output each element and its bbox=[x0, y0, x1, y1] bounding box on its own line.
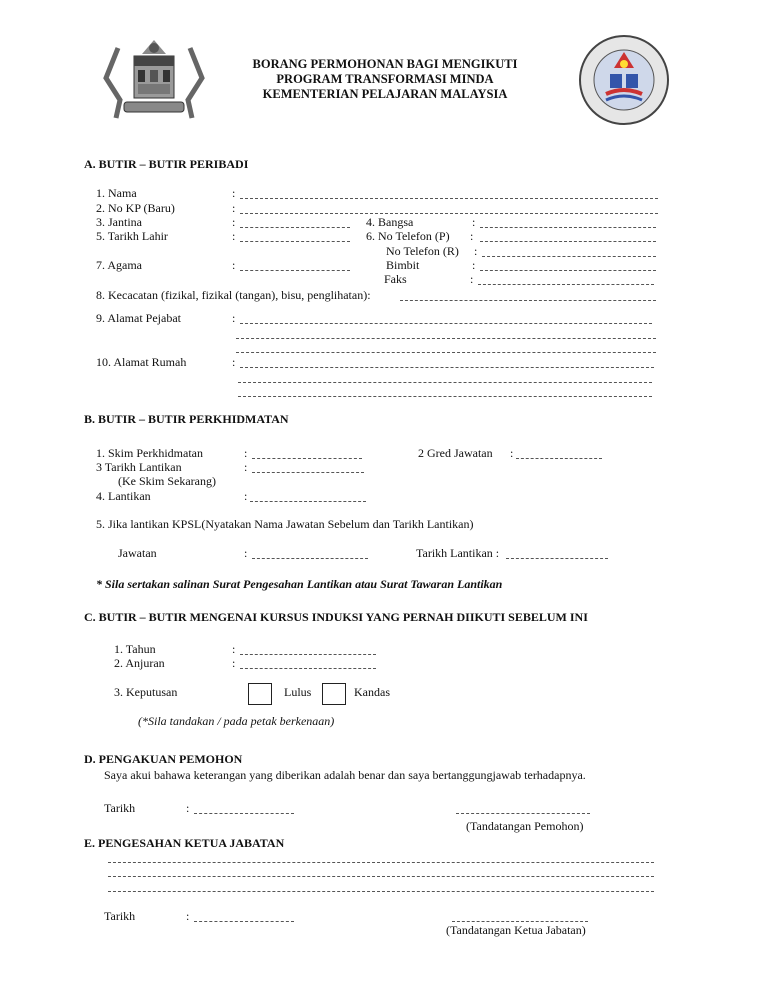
colon: : bbox=[244, 546, 248, 560]
field-pengesahan-2[interactable] bbox=[108, 876, 654, 877]
label-alamat-rumah: 10. Alamat Rumah bbox=[96, 355, 187, 369]
field-agama[interactable] bbox=[240, 270, 350, 271]
label-lantikan: 4. Lantikan bbox=[96, 489, 151, 503]
colon: : bbox=[232, 311, 236, 325]
field-jawatan[interactable] bbox=[252, 558, 368, 559]
note-surat-lantikan: * Sila sertakan salinan Surat Pengesahan Lantikan atau Surat Tawaran Lantikan bbox=[96, 577, 503, 591]
field-tarikh-pemohon[interactable] bbox=[194, 813, 294, 814]
label-bangsa: 4. Bangsa bbox=[366, 215, 414, 229]
label-tahun: 1. Tahun bbox=[114, 642, 156, 656]
field-tahun[interactable] bbox=[240, 654, 376, 655]
colon: : bbox=[232, 258, 236, 272]
field-telefon-r[interactable] bbox=[482, 256, 656, 257]
declaration-statement: Saya akui bahawa keterangan yang diberikan adalah benar dan saya bertanggungjawab terhadapnya. bbox=[104, 768, 586, 782]
label-tarikh-lantikan-kpsl: Tarikh Lantikan : bbox=[416, 546, 500, 560]
note-tandakan: (*Sila tandakan / pada petak berkenaan) bbox=[138, 714, 335, 728]
field-jantina[interactable] bbox=[240, 227, 350, 228]
colon: : bbox=[470, 229, 474, 243]
colon: : bbox=[232, 229, 236, 243]
field-anjuran[interactable] bbox=[240, 668, 376, 669]
section-c-heading: C. BUTIR – BUTIR MENGENAI KURSUS INDUKSI YANG PERNAH DIIKUTI SEBELUM INI bbox=[84, 610, 588, 624]
colon: : bbox=[244, 489, 248, 503]
label-tarikh-ketua: Tarikh bbox=[104, 909, 136, 923]
field-tandatangan-pemohon[interactable] bbox=[456, 813, 590, 814]
field-lantikan[interactable] bbox=[250, 501, 366, 502]
field-alamat-rumah-3[interactable] bbox=[238, 396, 652, 397]
label-bimbit: Bimbit bbox=[386, 258, 420, 272]
field-alamat-rumah-2[interactable] bbox=[238, 382, 652, 383]
section-b-heading: B. BUTIR – BUTIR PERKHIDMATAN bbox=[84, 412, 289, 426]
coat-of-arms-logo bbox=[100, 38, 208, 120]
field-tarikh-ketua[interactable] bbox=[194, 921, 294, 922]
form-title bbox=[230, 57, 540, 102]
field-alamat-pejabat-1[interactable] bbox=[240, 323, 652, 324]
colon: : bbox=[186, 801, 190, 815]
colon: : bbox=[232, 215, 236, 229]
label-keputusan: 3. Keputusan bbox=[114, 685, 178, 699]
colon: : bbox=[472, 215, 476, 229]
colon: : bbox=[186, 909, 190, 923]
label-nama: 1. Nama bbox=[96, 186, 137, 200]
label-agama: 7. Agama bbox=[96, 258, 142, 272]
field-no-kp[interactable] bbox=[240, 213, 658, 214]
field-kecacatan[interactable] bbox=[400, 300, 656, 301]
field-tandatangan-ketua[interactable] bbox=[452, 921, 588, 922]
field-pengesahan-3[interactable] bbox=[108, 891, 654, 892]
label-tandatangan-pemohon: (Tandatangan Pemohon) bbox=[466, 819, 584, 833]
colon: : bbox=[232, 186, 236, 200]
colon: : bbox=[470, 272, 474, 286]
colon: : bbox=[472, 258, 476, 272]
colon: : bbox=[244, 446, 248, 460]
label-ke-skim-sekarang: (Ke Skim Sekarang) bbox=[118, 474, 216, 488]
field-pengesahan-1[interactable] bbox=[108, 862, 654, 863]
field-bimbit[interactable] bbox=[480, 270, 656, 271]
title-line-2: PROGRAM TRANSFORMASI MINDA bbox=[276, 72, 494, 86]
label-jawatan: Jawatan bbox=[118, 546, 157, 560]
label-kandas: Kandas bbox=[354, 685, 390, 699]
title-line-1: BORANG PERMOHONAN BAGI MENGIKUTI bbox=[252, 57, 518, 71]
label-gred-jawatan: 2 Gred Jawatan bbox=[418, 446, 493, 460]
label-kpsl: 5. Jika lantikan KPSL(Nyatakan Nama Jawatan Sebelum dan Tarikh Lantikan) bbox=[96, 517, 474, 531]
colon: : bbox=[232, 355, 236, 369]
colon: : bbox=[232, 642, 236, 656]
checkbox-kandas[interactable] bbox=[322, 683, 346, 705]
field-skim-perkhidmatan[interactable] bbox=[252, 458, 362, 459]
label-anjuran: 2. Anjuran bbox=[114, 656, 165, 670]
label-tandatangan-ketua: (Tandatangan Ketua Jabatan) bbox=[446, 923, 586, 937]
section-a-heading: A. BUTIR – BUTIR PERIBADI bbox=[84, 157, 249, 171]
label-telefon-r: No Telefon (R) bbox=[386, 244, 459, 258]
label-tarikh-lahir: 5. Tarikh Lahir bbox=[96, 229, 168, 243]
label-skim-perkhidmatan: 1. Skim Perkhidmatan bbox=[96, 446, 203, 460]
label-jantina: 3. Jantina bbox=[96, 215, 142, 229]
field-alamat-pejabat-3[interactable] bbox=[236, 352, 656, 353]
colon: : bbox=[232, 201, 236, 215]
label-tarikh-lantikan: 3 Tarikh Lantikan bbox=[96, 460, 182, 474]
title-line-3: KEMENTERIAN PELAJARAN MALAYSIA bbox=[262, 87, 508, 101]
label-tarikh-pemohon: Tarikh bbox=[104, 801, 136, 815]
field-alamat-pejabat-2[interactable] bbox=[236, 338, 656, 339]
label-no-kp: 2. No KP (Baru) bbox=[96, 201, 175, 215]
field-telefon-p[interactable] bbox=[480, 241, 656, 242]
label-kecacatan: 8. Kecacatan (fizikal, fizikal (tangan), bisu, penglihatan): bbox=[96, 288, 371, 302]
checkbox-lulus[interactable] bbox=[248, 683, 272, 705]
section-d-heading: D. PENGAKUAN PEMOHON bbox=[84, 752, 243, 766]
field-bangsa[interactable] bbox=[480, 227, 656, 228]
section-e-heading: E. PENGESAHAN KETUA JABATAN bbox=[84, 836, 285, 850]
field-tarikh-lantikan[interactable] bbox=[252, 472, 364, 473]
field-alamat-rumah-1[interactable] bbox=[240, 367, 654, 368]
field-faks[interactable] bbox=[478, 284, 654, 285]
colon: : bbox=[474, 244, 478, 258]
field-nama[interactable] bbox=[240, 198, 658, 199]
colon: : bbox=[232, 656, 236, 670]
colon: : bbox=[510, 446, 514, 460]
label-lulus: Lulus bbox=[284, 685, 312, 699]
colon: : bbox=[244, 460, 248, 474]
field-tarikh-lahir[interactable] bbox=[240, 241, 350, 242]
label-telefon-p: 6. No Telefon (P) bbox=[366, 229, 450, 243]
field-gred-jawatan[interactable] bbox=[516, 458, 602, 459]
label-alamat-pejabat: 9. Alamat Pejabat bbox=[96, 311, 181, 325]
field-tarikh-lantikan-kpsl[interactable] bbox=[506, 558, 608, 559]
ministry-logo bbox=[578, 34, 670, 126]
label-faks: Faks bbox=[384, 272, 407, 286]
